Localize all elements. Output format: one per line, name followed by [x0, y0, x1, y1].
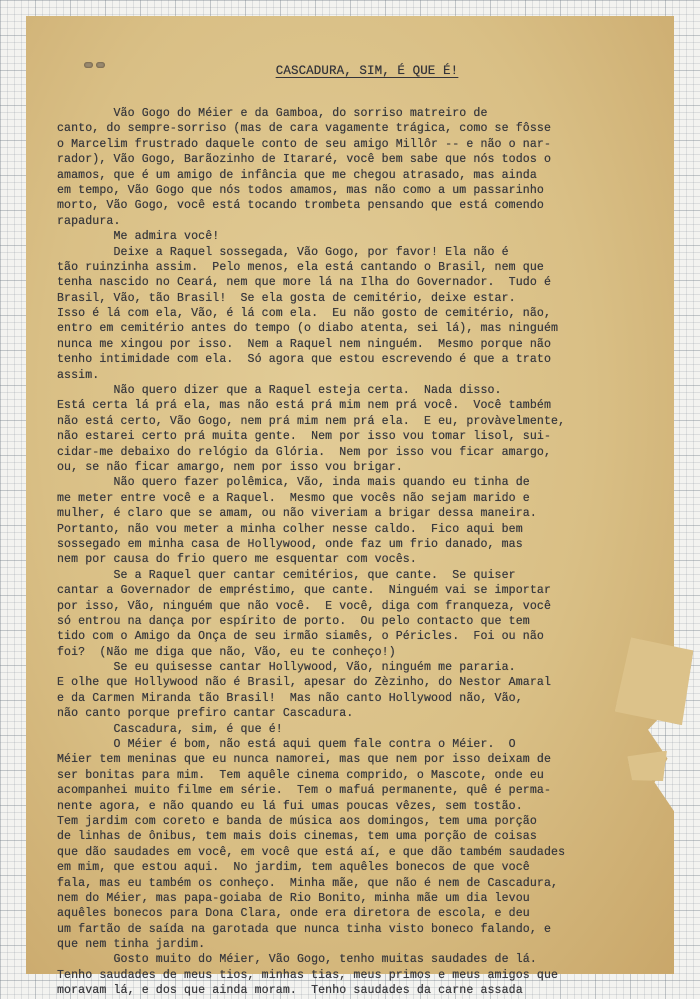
text-line: Se a Raquel quer cantar cemitérios, que cante. Se quiser [57, 568, 516, 582]
text-line: sossegado em minha casa de Hollywood, onde faz um frio danado, mas [57, 537, 523, 551]
text-line: e da Carmen Miranda tão Brasil! Mas não canto Hollywood não, Vão, [57, 691, 523, 705]
text-line: ser bonitas para mim. Tem aquêle cinema comprido, o Mascote, onde eu [57, 768, 544, 782]
text-line: Tenho saudades de meus tios, minhas tias, meus primos e meus amigos que [57, 968, 559, 982]
text-line: Se eu quisesse cantar Hollywood, Vão, ninguém me pararia. [57, 661, 516, 675]
text-line: Gosto muito do Méier, Vão Gogo, tenho muitas saudades de lá. [57, 953, 537, 967]
text-line: cantar a Governador de empréstimo, que cante. Ninguém vai se importar [57, 584, 552, 598]
text-line: nunca me xingou por isso. Nem a Raquel nem ninguém. Mesmo porque não [57, 337, 552, 351]
text-line: morto, Vão Gogo, você está tocando trombeta pensando que está comendo [57, 199, 544, 213]
text-line: moravam lá, e dos que ainda moram. Tenho saudades da carne assada [57, 984, 523, 998]
text-line: em mim, que estou aqui. No jardim, tem aquêles bonecos de que você [57, 861, 530, 875]
text-line: de linhas de ônibus, tem mais dois cinemas, tem uma porção de coisas [57, 830, 537, 844]
text-line: um fartão de saída na garotada que nunca tinha visto boneco falando, e [57, 922, 552, 936]
text-line: Deixe a Raquel sossegada, Vão Gogo, por favor! Ela não é [57, 245, 509, 259]
text-line: tenho intimidade com ela. Só agora que estou escrevendo é que a trato [57, 353, 552, 367]
text-line: assim. [57, 368, 100, 382]
text-line: em tempo, Vão Gogo que nós todos amamos, mas não como a um passarinho [57, 183, 544, 197]
text-line: canto, do sempre-sorriso (mas de cara vagamente trágica, como se fôsse [57, 122, 552, 136]
text-line: foi? (Não me diga que não, Vão, eu te conheço!) [57, 645, 396, 659]
text-line: nente agora, e não quando eu lá fui umas poucas vêzes, sem tostão. [57, 799, 523, 813]
text-line: que dão saudades em você, em você que está aí, e que dão também saudades [57, 845, 566, 859]
text-line: tido com o Amigo da Onça de seu irmão siamês, o Péricles. Foi ou não [57, 630, 544, 644]
text-line: não está certo, Vão Gogo, nem prá mim nem prá ela. E eu, provàvelmente, [57, 414, 566, 428]
text-line: cidar-me debaixo do relógio da Glória. Nem por isso vou ficar amargo, [57, 445, 552, 459]
text-line: acompanhei muito filme em série. Tem o mafuá permanente, quê é perma- [57, 784, 552, 798]
text-line: Não quero dizer que a Raquel esteja certa. Nada disso. [57, 384, 502, 398]
text-line: Portanto, não vou meter a minha colher nesse caldo. Fico aqui bem [57, 522, 523, 536]
text-line: Não quero fazer polêmica, Vão, inda mais quando eu tinha de [57, 476, 530, 490]
text-line: Méier tem meninas que eu nunca namorei, mas que nem por isso deixam de [57, 753, 552, 767]
text-line: ou, se não ficar amargo, nem por isso vou brigar. [57, 460, 403, 474]
text-line: Cascadura, sim, é que é! [57, 722, 283, 736]
text-line: não canto porque prefiro cantar Cascadura. [57, 707, 354, 721]
text-line: rapadura. [57, 214, 121, 228]
text-line: Brasil, Vão, tão Brasil! Se ela gosta de cemitério, deixe estar. [57, 291, 516, 305]
typewritten-text [57, 64, 667, 998]
text-line: Vão Gogo do Méier e da Gamboa, do sorriso matreiro de [57, 107, 488, 120]
text-line: tão ruinzinha assim. Pelo menos, ela está cantando o Brasil, nem que [57, 260, 544, 274]
body-text [57, 106, 565, 999]
text-line: O Méier é bom, não está aqui quem fale contra o Méier. O [57, 738, 516, 752]
text-line: Isso é lá com ela, Vão, é lá com ela. Eu não gosto de cemitério, não, [57, 307, 552, 321]
text-line: Está certa lá prá ela, mas não está prá mim nem prá você. Você também [57, 399, 552, 413]
text-line: nem por causa do frio quero me esquentar com vocês. [57, 553, 417, 567]
text-line: o Marcelim frustrado daquele conto de seu amigo Millôr -- e não o nar- [57, 137, 552, 151]
text-line: me meter entre você e a Raquel. Mesmo que vocês não sejam marido e [57, 491, 530, 505]
text-line: tenha nascido no Ceará, nem que more lá na Ilha do Governador. Tudo é [57, 276, 552, 290]
torn-paper-fragment-small [627, 751, 669, 784]
text-line: não estarei certo prá muita gente. Nem por isso vou tomar lisol, sui- [57, 430, 552, 444]
text-line: por isso, Vão, ninguém que não você. E você, diga com franqueza, você [57, 599, 552, 613]
text-line: E olhe que Hollywood não é Brasil, apesar do Zèzinho, do Nestor Amaral [57, 676, 552, 690]
text-line: entro em cemitério antes do tempo (o diabo atenta, sei lá), mas ninguém [57, 322, 559, 336]
text-line: mulher, é claro que se amam, ou não viveriam a brigar dessa maneira. [57, 507, 537, 521]
text-line: aquêles bonecos para Dona Clara, onde era diretora de escola, e deu [57, 907, 530, 921]
text-line: Tem jardim com coreto e banda de música aos domingos, tem uma porção [57, 814, 537, 828]
text-line: nem do Méier, mas papa-goiaba de Rio Bonito, minha mãe um dia levou [57, 891, 530, 905]
text-line: rador), Vão Gogo, Barãozinho de Itararé, você bem sabe que nós todos o [57, 153, 552, 167]
text-line: amamos, que é um amigo de infância que me chegou atrasado, mas ainda [57, 168, 537, 182]
text-line: só entrou na dança por espírito de porto. Ou pelo contacto que tem [57, 614, 530, 628]
text-line: Me admira você! [57, 230, 220, 244]
page-title: CASCADURA, SIM, É QUE É! [275, 64, 459, 78]
text-line: que nem tinha jardim. [57, 938, 206, 952]
text-line: fala, mas eu também os conheço. Minha mãe, que não é nem de Cascadura, [57, 876, 559, 890]
